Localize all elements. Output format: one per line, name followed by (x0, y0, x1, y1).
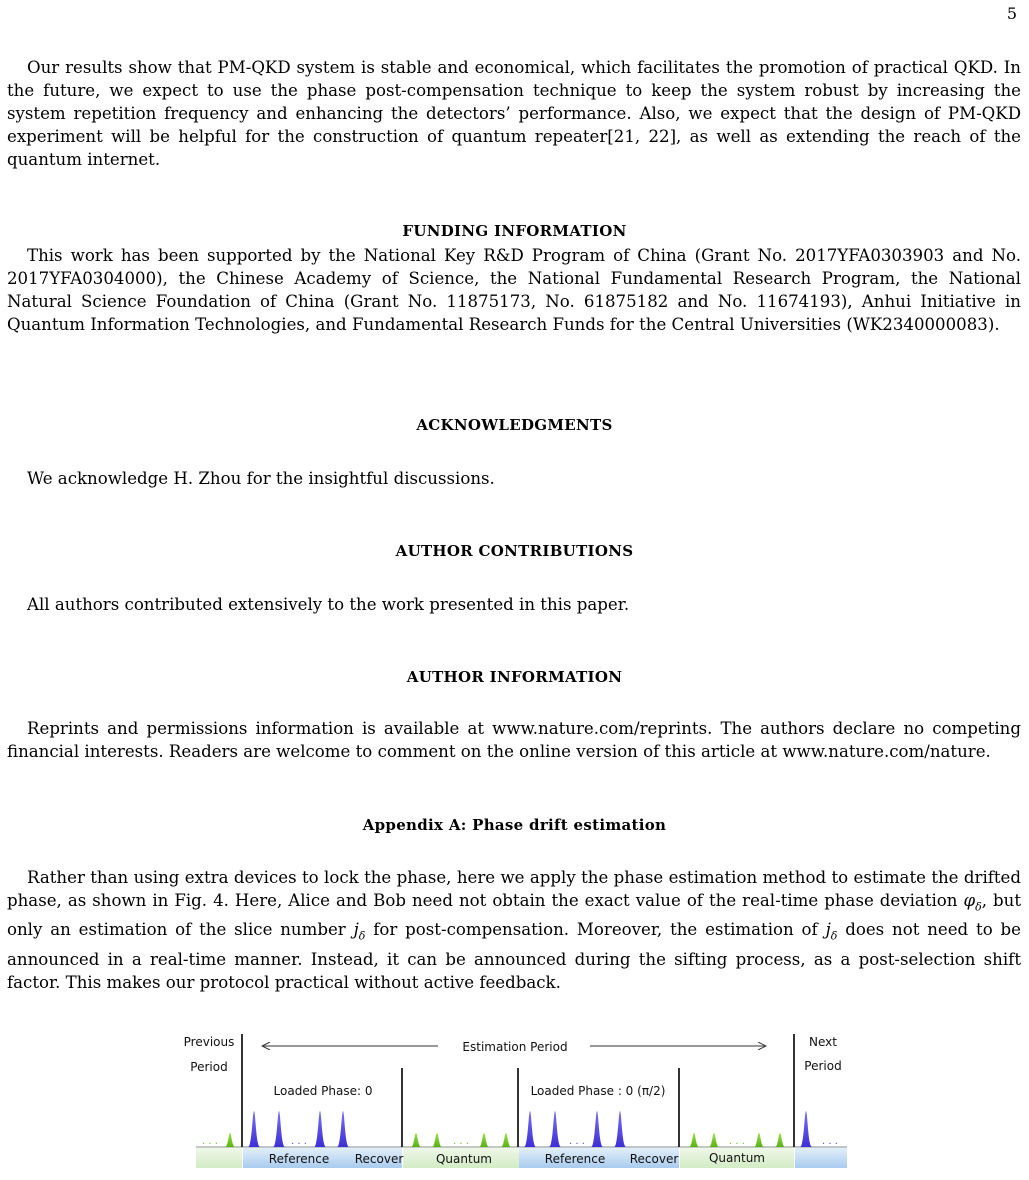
reference-pulse-12 (614, 1111, 626, 1147)
reference-pulse-2 (273, 1111, 285, 1147)
reference-pulse-9 (524, 1111, 536, 1147)
ellipsis-markers (202, 1136, 838, 1147)
next-period-label-1: Next (809, 1035, 837, 1049)
quantum-pulse-5 (411, 1133, 421, 1147)
quantum-pulse-0 (225, 1133, 235, 1147)
page-number: 5 (1006, 4, 1017, 23)
acknowledgments-paragraph: We acknowledge H. Zhou for the insightful discussions. (27, 469, 495, 488)
acknowledgments-heading: ACKNOWLEDGMENTS (416, 416, 613, 434)
reference-pulse-3 (314, 1111, 326, 1147)
quantum-pulse-14 (709, 1133, 719, 1147)
reference-pulse-4 (337, 1111, 349, 1147)
j-symbol: j (353, 920, 359, 940)
phase-estimation-figure (0, 1020, 1029, 1180)
segment-label-reference-2: Reference (544, 1152, 606, 1166)
contributions-heading: AUTHOR CONTRIBUTIONS (395, 542, 634, 560)
q1-ellipsis: . . . (453, 1136, 469, 1147)
next-ellipsis: . . . (822, 1136, 838, 1147)
appendix-a-paragraph: Rather than using extra devices to lock the phase, here we apply the phase estimation method to estimate the drifted phase, as shown in Fig. 4. Here, Alice and Bob need not obtain the exact value of the real-time phase deviation $\varphi_\delta$, but only an estimation of the slice number $j_\delta$ for post-compensation. Moreover, the estimation of $j_\delta$ does not need to be announced in a real-time manner. Instead, it can be announced during the sifting process, as a post-selection shift factor. This makes our protocol practical without active feedback. (7, 868, 1021, 992)
quantum-pulse-8 (501, 1133, 511, 1147)
segment-label-quantum-1: Quantum (435, 1152, 493, 1166)
ref2-ellipsis: . . . (569, 1136, 585, 1147)
prev-quantum-band (196, 1146, 242, 1168)
loaded-phase-label-2: Loaded Phase : 0 (π/2) (530, 1084, 666, 1098)
segment-label-quantum-2: Quantum (708, 1151, 766, 1165)
quantum-pulse-7 (479, 1133, 489, 1147)
author-info-paragraph: Reprints and permissions information is available at www.nature.com/reprints. The authors declare no competing financial interests. Readers are welcome to comment on the online version of this article at www.nature.com/nature. (7, 719, 1021, 761)
segment-label-reference-1: Reference (268, 1152, 330, 1166)
prev-ellipsis: . . . (202, 1136, 218, 1147)
estimation-period-label: Estimation Period (462, 1040, 568, 1054)
reference-pulse-10 (549, 1111, 561, 1147)
loaded-phase-label-1: Loaded Phase: 0 (273, 1084, 373, 1098)
author-info-heading: AUTHOR INFORMATION (406, 668, 623, 686)
funding-paragraph: This work has been supported by the National Key R&D Program of China (Grant No. 2017YFA0303903 and No. 2017YFA0304000), the Chinese Academy of Science, the National Fundamental Research Program, the National Natural Science Foundation of China (Grant No. 11875173, No. 61875182 and No. 11674193), Anhui Initiative in Quantum Information Technologies, and Fundamental Research Funds for the Central Universities (WK2340000083). (7, 246, 1021, 334)
segment-label-recover-2: Recover (629, 1152, 679, 1166)
quantum-pulse-15 (754, 1133, 764, 1147)
previous-period-label-2: Period (190, 1060, 228, 1074)
contributions-paragraph: All authors contributed extensively to the work presented in this paper. (27, 595, 630, 614)
quantum-pulse-6 (432, 1133, 442, 1147)
ref1-ellipsis: . . . (291, 1136, 307, 1147)
previous-period-label-1: Previous (183, 1035, 235, 1049)
quantum-pulse-13 (689, 1133, 699, 1147)
next-period-label-2: Period (804, 1059, 842, 1073)
quantum-pulse-16 (775, 1133, 785, 1147)
phi-symbol: φ (963, 891, 976, 910)
q2-ellipsis: . . . (729, 1136, 745, 1147)
segment-label-recover-1: Recover (354, 1152, 404, 1166)
reference-pulse-11 (591, 1111, 603, 1147)
next-reference-band (795, 1146, 847, 1168)
appendix-a-heading: Appendix A: Phase drift estimation (362, 816, 667, 834)
reference-pulse-1 (248, 1111, 260, 1147)
conclusion-paragraph: Our results show that PM-QKD system is stable and economical, which facilitates the promotion of practical QKD. In the future, we expect to use the phase post-compensation technique to keep the system robust by increasing the system repetition frequency and enhancing the detectors’ performance. Also, we expect that the design of PM-QKD experiment will be helpful for the construction of quantum repeater[21, 22], as well as extending the reach of the quantum internet. (7, 58, 1021, 169)
reference-pulse-17 (800, 1111, 812, 1147)
funding-heading: FUNDING INFORMATION (402, 222, 627, 240)
